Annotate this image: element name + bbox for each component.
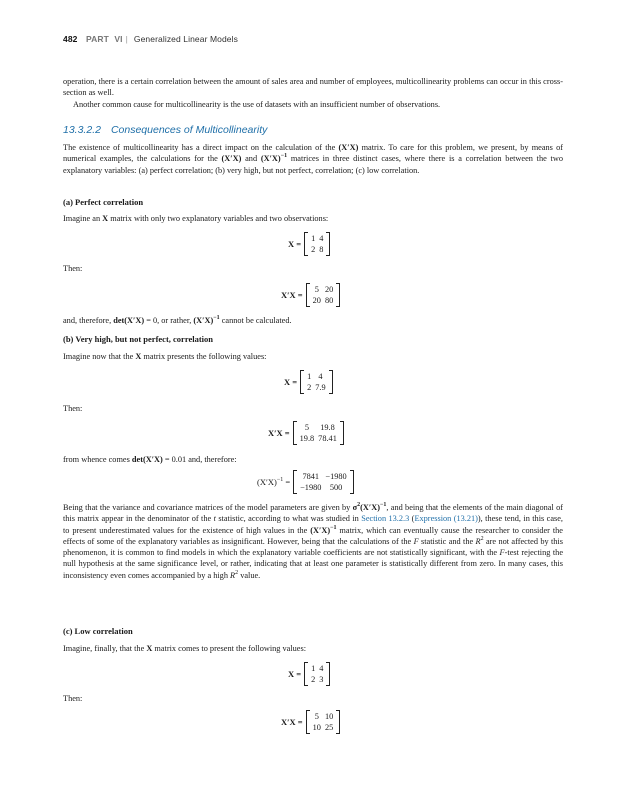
case-a-intro: Imagine an X matrix with only two explanatory variables and two observations:	[63, 214, 329, 223]
case-a-heading: (a) Perfect correlation	[63, 197, 144, 207]
part-numeral: VI	[114, 34, 123, 44]
intro-paragraph-2: Another common cause for multicollinearity is the use of datasets with an insufficient number of observations.	[73, 100, 441, 109]
running-header: 482 PART VI | Generalized Linear Models	[63, 34, 238, 44]
section-paragraph: The existence of multicollinearity has a direct impact on the calculation of the (X′X) matrix. To care for this problem, we present, by means of numerical examples, the calculations for the (X′X) and $(X'X)^{-1}$ matrices in three distinct cases, where there is a correlation between the two explanatory variables: (a) perfect correlation; (b) very high, but not perfect, correlation; (c) low correlation.	[63, 143, 563, 175]
intro-paragraph-1: operation, there is a certain correlation between the amount of sales area and number of employees, multicollinearity problems can occur in this cross-section as well.	[63, 77, 563, 98]
part-label: PART	[85, 34, 109, 44]
section-heading	[63, 124, 267, 136]
case-a-x-matrix: X = 1 4 2 8	[288, 232, 330, 256]
case-b-heading: (b) Very high, but not perfect, correlation	[63, 334, 213, 344]
case-b-determinant: from whence comes det(X′X) = 0.01 and, therefore:	[63, 455, 237, 464]
case-a-xx-matrix: X′X = 5 20 20 80	[281, 283, 340, 307]
case-c-heading: (c) Low correlation	[63, 626, 133, 636]
case-b-x-matrix: X = 1 4 2 7.9	[284, 370, 333, 394]
case-b-then: Then:	[63, 404, 83, 413]
case-b-intro: Imagine now that the X matrix presents the following values:	[63, 352, 267, 361]
case-b-inverse-matrix: $(X'X)^{-1}$ = 7841 −1980 −1980 500	[257, 470, 354, 494]
case-c-intro: Imagine, finally, that the X matrix comes to present the following values:	[63, 644, 307, 653]
case-a-conclusion: and, therefore, det(X′X) = 0, or rather, $(X'X)^{-1}$ cannot be calculated.	[63, 315, 292, 325]
section-number: 13.3.2.2	[63, 124, 101, 136]
case-c-then: Then:	[63, 694, 83, 703]
case-c-xx-matrix: X′X = 5 10 10 25	[281, 710, 340, 734]
case-a-then: Then:	[63, 264, 83, 273]
case-c-x-matrix: X = 1 4 2 3	[288, 662, 330, 686]
page-number: 482	[63, 34, 78, 44]
part-title: Generalized Linear Models	[133, 34, 238, 44]
case-b-xx-matrix: X′X = 5 19.8 19.8 78.41	[268, 421, 344, 445]
expression-link[interactable]: Expression (13.21)	[414, 514, 478, 524]
section-title: Consequences of Multicollinearity	[110, 124, 268, 136]
case-b-discussion: Being that the variance and covariance matrices of the model parameters are given by $\sigma^2(X'X)^{-1}$, and being that the elements of the main diagonal of this matrix appear in the denominator of the t statistic, according to what was studied in Section 13.2.3 (Expression (13.21)), these tend, in this case, to present underestimated values for the existence of high values in the $(X'X)^{-1}$ matrix, which can eventually cause the researcher to consider the effects of some of the explanatory variables as insignificant. However, being that the calculations of the F statistic and the $R^2$ are not affected by this phenomenon, it is common to find models in which the explanatory variable coefficients are not statistically significant, with the F-test rejecting the null hypothesis at the same significance level, or rather, indicating that at least one parameter is statistically different from zero. In many cases, this inconsistency even comes accompanied by a high $R^2$ value.	[63, 502, 564, 580]
section-link[interactable]: Section 13.2.3	[361, 514, 410, 524]
